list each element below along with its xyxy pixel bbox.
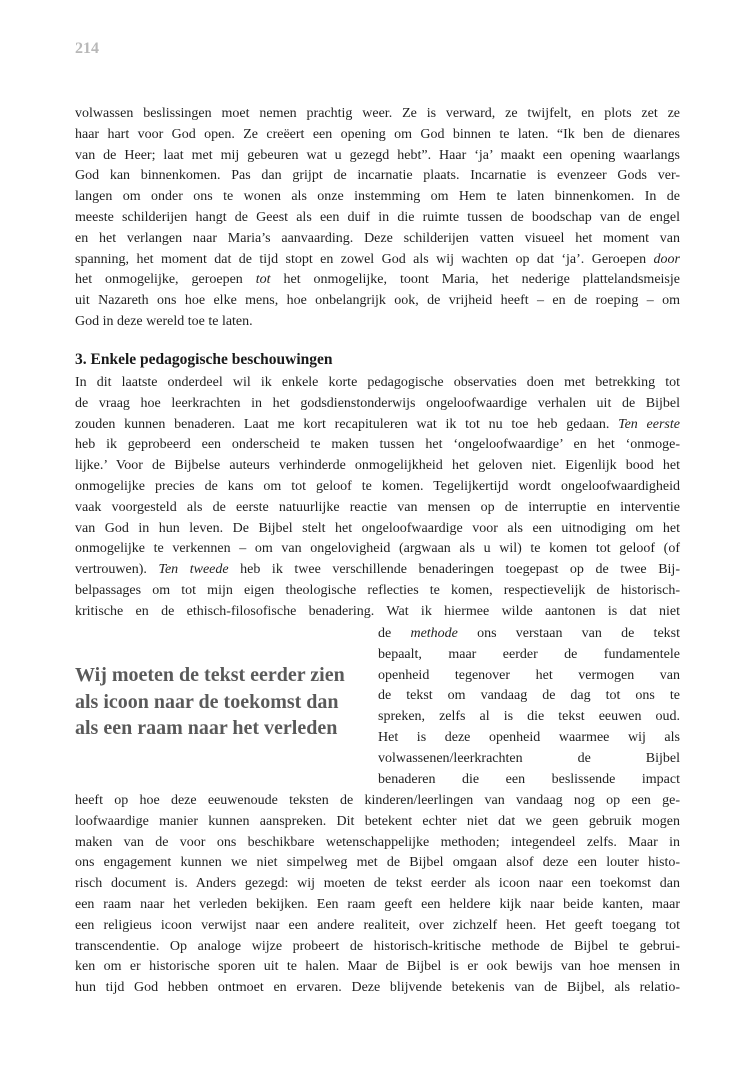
text-run: volwassen beslissingen moet nemen prachtig weer. Ze is verward, ze twijfelt, en plots zet ze bbox=[75, 106, 680, 121]
text-line bbox=[75, 312, 680, 333]
text-line bbox=[75, 916, 680, 937]
text-run: de tekst om vandaag de dag tot ons te bbox=[378, 688, 680, 704]
text-run: het onmogelijke, toont Maria, het nederige plattelandsmeisje bbox=[270, 272, 680, 288]
text-line bbox=[378, 624, 680, 645]
text-run: de vraag hoe leerkrachten in het godsdienstonderwijs ongeloofwaardige verhalen uit de Bijbel bbox=[75, 395, 680, 411]
text-line bbox=[75, 519, 680, 540]
text-line bbox=[378, 770, 680, 791]
text-run: ons verstaan van de tekst bbox=[457, 626, 680, 641]
text-line bbox=[75, 853, 680, 874]
text-run: heeft op hoe deze eeuwenoude teksten de kinderen/leerlingen van vandaag nog op een ge- bbox=[75, 793, 680, 808]
text-line bbox=[75, 833, 680, 854]
text-run: risch document is. Anders gezegd: wij moeten de tekst eerder als icoon naar een toekomst dan bbox=[75, 876, 680, 892]
text-run: onmogelijke precies de kans om tot geloof te komen. Tegelijkertijd wordt ongeloofwaardigheid bbox=[75, 478, 680, 494]
text-line bbox=[75, 187, 680, 208]
text-line bbox=[75, 125, 680, 146]
text-run: God kan binnenkomen. Pas dan grijpt de incarnatie plaats. Incarnatie is evenzeer Gods ver- bbox=[75, 168, 680, 184]
text-run: spreken, zelfs al is die tekst eeuwen oud. bbox=[378, 709, 680, 725]
paragraph-pedagogical-intro bbox=[75, 373, 680, 623]
text-line bbox=[75, 394, 680, 415]
italic-text: methode bbox=[410, 626, 458, 641]
text-run: God in deze wereld toe te laten. bbox=[75, 313, 253, 329]
text-line bbox=[75, 978, 680, 999]
text-run: een religieus icoon verwijst naar een andere realiteit, over zichzelf heen. Het geeft toegang tot bbox=[75, 917, 680, 933]
text-line bbox=[75, 104, 680, 125]
text-line bbox=[75, 498, 680, 519]
text-line bbox=[75, 250, 680, 271]
pull-quote-line: als icoon naar de toekomst dan bbox=[75, 690, 339, 713]
text-run: de bbox=[378, 626, 411, 641]
paragraph-wrapped-column bbox=[378, 624, 680, 790]
text-run: kritische en de ethisch-filosofische benadering. Wat ik hiermee wilde aantonen is dat niet bbox=[75, 603, 680, 619]
text-line bbox=[75, 560, 680, 581]
text-line bbox=[75, 937, 680, 958]
text-line bbox=[378, 707, 680, 728]
text-run: loofwaardige manier kunnen aanspreken. Dit betekent echter niet dat we geen gebruik mogen bbox=[75, 813, 680, 829]
text-run: zouden kunnen benaderen. Laat me kort recapituleren wat ik tot nu toe heb gedaan. bbox=[75, 416, 619, 432]
text-run: vertrouwen). bbox=[75, 562, 159, 578]
text-run: van God in hun leven. De Bijbel stelt het ongeloofwaardige voor als een uitnodiging om het bbox=[75, 520, 680, 536]
paragraph-continuation bbox=[75, 791, 680, 999]
text-line bbox=[75, 874, 680, 895]
text-run: hun tijd God hebben ontmoet en ervaren. Deze blijvende betekenis van de Bijbel, als relatio- bbox=[75, 980, 680, 996]
text-run: ons engagement kunnen we niet simpelweg met de Bijbel omgaan alsof deze een louter histo- bbox=[75, 855, 680, 871]
text-run: het onmogelijke, geroepen bbox=[75, 272, 256, 288]
italic-text: Ten tweede bbox=[158, 562, 229, 578]
pull-quote-line: Wij moeten de tekst eerder zien bbox=[75, 664, 345, 686]
text-run: transcendentie. Op analoge wijze probeert de historisch-kritische methode de Bijbel te gebrui- bbox=[75, 938, 680, 954]
text-run: benaderen die een beslissende impact bbox=[378, 771, 680, 787]
text-line bbox=[378, 728, 680, 749]
text-run: van de Heer; laat met mij gebeuren wat u gezegd hebt”. Haar ‘ja’ maakt een opening waarlangs bbox=[75, 147, 680, 163]
pull-quote-line: als een raam naar het verleden bbox=[75, 717, 338, 739]
text-line bbox=[75, 166, 680, 187]
text-run: ken om er historische sporen uit te halen. Maar de Bijbel is er ook bewijs van hoe mensen in bbox=[75, 959, 680, 975]
text-line bbox=[75, 957, 680, 978]
text-line bbox=[75, 477, 680, 498]
text-line bbox=[75, 602, 680, 623]
italic-text: door bbox=[653, 251, 680, 267]
text-run: bepaalt, maar eerder de fundamentele bbox=[378, 646, 680, 662]
text-line bbox=[75, 291, 680, 312]
text-run: In dit laatste onderdeel wil ik enkele korte pedagogische observaties doen met betrekking tot bbox=[75, 375, 680, 390]
text-line bbox=[75, 456, 680, 477]
text-run: spanning, het moment dat de tijd stopt en zowel God als wij wachten op dat ‘ja’. Geroepen bbox=[75, 251, 654, 267]
text-run: heb ik geprobeerd een onderscheid te maken tussen het ‘ongeloofwaardige’ en het ‘onmoge- bbox=[75, 437, 680, 453]
section-heading: 3. Enkele pedagogische beschouwingen bbox=[75, 351, 333, 368]
text-run: lijke.’ Voor de Bijbelse auteurs verhinderde onmogelijkheid het geloven niet. Eigenlijk bood het bbox=[75, 458, 680, 474]
text-run: Het is deze openheid waarmee wij als bbox=[378, 729, 680, 745]
text-run: heb ik twee verschillende benaderingen toegepast op de twee Bij- bbox=[228, 562, 680, 578]
italic-text: Ten eerste bbox=[618, 416, 680, 432]
text-run: meeste schilderijen hangt de Geest als een duif in die ruimte tussen de boodschap van de engel bbox=[75, 209, 680, 225]
text-run: uit Nazareth ons hoe elke mens, hoe onbelangrijk ook, de vrijheid heeft – en de roeping – om bbox=[75, 293, 680, 309]
text-line bbox=[378, 666, 680, 687]
text-run: vaak voorgesteld als de eerste natuurlijke reactie van mensen op de interruptie en interventie bbox=[75, 499, 680, 515]
text-run: langen om onder ons te wonen als onze instemming om Hem te laten binnenkomen. In de bbox=[75, 189, 680, 205]
text-line bbox=[75, 146, 680, 167]
text-line bbox=[75, 581, 680, 602]
text-line bbox=[75, 539, 680, 560]
text-line bbox=[75, 208, 680, 229]
text-run: belpassages om tot mijn eigen theologische reflecties te komen, respectievelijk de historisch- bbox=[75, 582, 680, 598]
text-line bbox=[378, 645, 680, 666]
text-line bbox=[75, 270, 680, 291]
pull-quote bbox=[75, 662, 373, 742]
text-line bbox=[378, 686, 680, 707]
text-run: volwassenen/leerkrachten de Bijbel bbox=[378, 750, 680, 766]
italic-text: tot bbox=[255, 272, 271, 288]
page-number: 214 bbox=[75, 40, 99, 57]
text-line bbox=[75, 435, 680, 456]
text-run: openheid tegenover het vermogen van bbox=[378, 667, 680, 683]
text-line bbox=[378, 749, 680, 770]
text-run: haar hart voor God open. Ze creëert een opening om God binnen te laten. “Ik ben de dienares bbox=[75, 126, 680, 142]
text-run: maken van de voor ons beschikbare wetenschappelijke methoden; integendeel zelfs. Maar in bbox=[75, 834, 680, 850]
text-line bbox=[75, 895, 680, 916]
text-line bbox=[75, 415, 680, 436]
paragraph-maria bbox=[75, 104, 680, 333]
text-run: en het verlangen naar Maria’s aanvaarding. Deze schilderijen vatten visueel het moment van bbox=[75, 230, 680, 246]
text-line bbox=[75, 812, 680, 833]
text-run: een raam naar het verleden bekijken. Een raam geeft een heldere kijk naar beide kanten, maar bbox=[75, 896, 680, 912]
text-run: onmogelijke te verkennen – om van ongelovigheid (argwaan als u wil) te komen tot geloof (of bbox=[75, 541, 680, 557]
text-line bbox=[75, 229, 680, 250]
text-line bbox=[75, 791, 680, 812]
text-line bbox=[75, 373, 680, 394]
